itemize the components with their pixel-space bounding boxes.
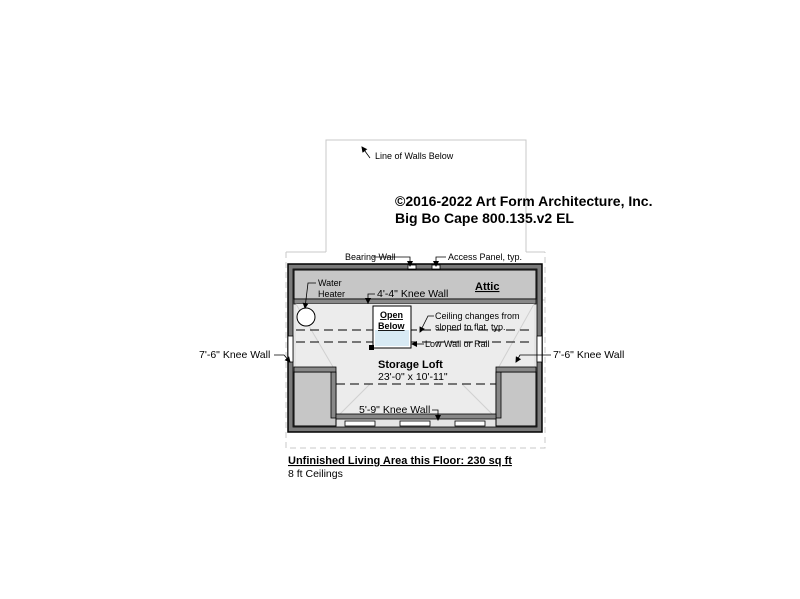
ceiling-note-label-2: sloped to flat, typ. (435, 322, 506, 332)
access-panel-label: Access Panel, typ. (448, 252, 523, 262)
bottom-windows (345, 421, 485, 426)
low-wall-label: Low Wall or Rail (425, 339, 490, 349)
ceiling-height-note: 8 ft Ceilings (288, 468, 343, 480)
ceiling-note-label-1: Ceiling changes from (435, 311, 520, 321)
attic-label: Attic (475, 281, 500, 293)
bearing-wall-label: Bearing Wall (345, 252, 396, 262)
water-heater-label-1: Water (318, 278, 342, 288)
room-name-label: Storage Loft (378, 359, 443, 371)
line-of-walls-below-label: Line of Walls Below (375, 151, 454, 161)
knee-wall-right-label: 7'-6" Knee Wall (553, 349, 625, 361)
copyright-text: ©2016-2022 Art Form Architecture, Inc. (395, 193, 653, 209)
water-heater-label-2: Heater (318, 289, 346, 299)
low-wall-marker (369, 345, 374, 350)
knee-wall-left-label: 7'-6" Knee Wall (199, 349, 271, 361)
water-heater (297, 308, 315, 326)
knee-wall-bottom-label: 5'-9" Knee Wall (359, 404, 431, 416)
open-below-label-1: Open (380, 310, 404, 320)
open-below-label-2: Below (378, 321, 405, 331)
knee-wall-top-label: 4'-4" Knee Wall (377, 288, 449, 300)
room-size-label: 23'-0" x 10'-11" (378, 371, 448, 383)
plan-name: Big Bo Cape 800.135.v2 EL (395, 210, 574, 226)
area-title: Unfinished Living Area this Floor: 230 sq ft (288, 455, 512, 467)
